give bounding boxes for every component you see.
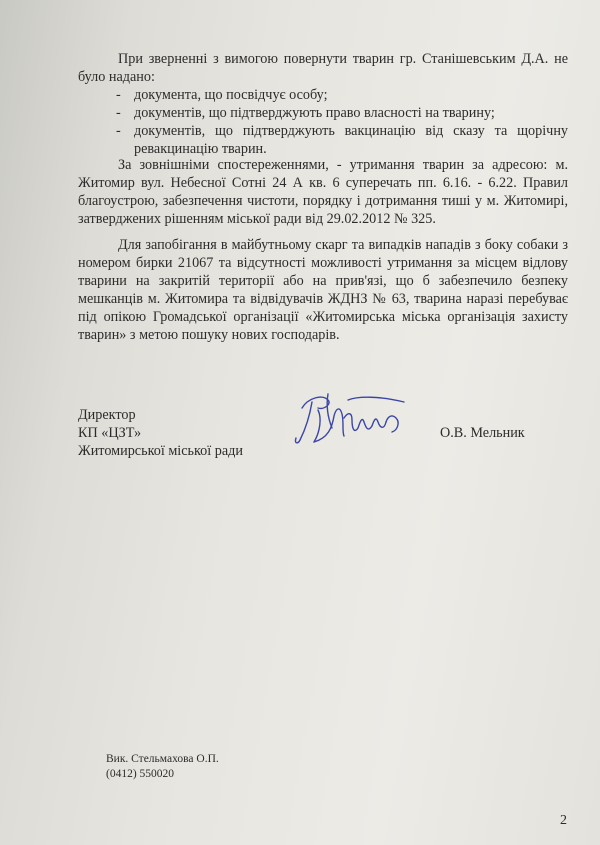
paragraph-prevention: Для запобігання в майбутньому скарг та випадків нападів з боку собаки з номером бирки 21067 та відсутності можливості утримання за місцем відлову тварини на закритій території або на прив'язі, що б забезпечило безпеку мешканців м. Житомира та відвідувачів ЖДНЗ № 63, тварина наразі перебуває під опікою Громадської організації «Житомирська міська організація захисту тварин» з метою пошуку нових господарів. bbox=[78, 237, 568, 343]
paragraph-request: При зверненні з вимогою повернути тварин гр. Станішевським Д.А. не було надано: bbox=[78, 51, 568, 85]
list-marker: - bbox=[116, 123, 121, 139]
paragraph-observations: За зовнішніми спостереженнями, - утримання тварин за адресою: м. Житомир вул. Небесної Сотні 24 А кв. 6 суперечать пп. 6.16. - 6.22. Правил благоустрою, забезпечення чистоти, порядку і дотримання тиші у м. Житомирі, затверджених рішенням міської ради від 29.02.2012 № 325. bbox=[78, 157, 568, 227]
page-number: 2 bbox=[560, 813, 567, 828]
signatory-name: О.В. Мельник bbox=[440, 425, 525, 441]
signatory-organization: КП «ЦЗТ» bbox=[78, 425, 142, 441]
missing-documents-list bbox=[78, 86, 568, 158]
list-item: - документа, що посвідчує особу; bbox=[116, 87, 328, 103]
executor-info bbox=[106, 752, 219, 782]
list-marker: - bbox=[116, 87, 121, 103]
signatory-council: Житомирської міської ради bbox=[78, 443, 243, 459]
executor-phone: (0412) 550020 bbox=[106, 768, 175, 780]
list-item: - документів, що підтверджують вакцинацію від сказу та щорічну ревакцинацію тварин. bbox=[116, 123, 568, 157]
signatory-title bbox=[78, 406, 243, 460]
list-item: - документів, що підтверджують право власності на тварину; bbox=[116, 105, 495, 121]
handwritten-signature bbox=[288, 388, 418, 450]
signatory-position: Директор bbox=[78, 407, 136, 423]
list-marker: - bbox=[116, 105, 121, 121]
executor-name: Вик. Стельмахова О.П. bbox=[106, 753, 219, 765]
